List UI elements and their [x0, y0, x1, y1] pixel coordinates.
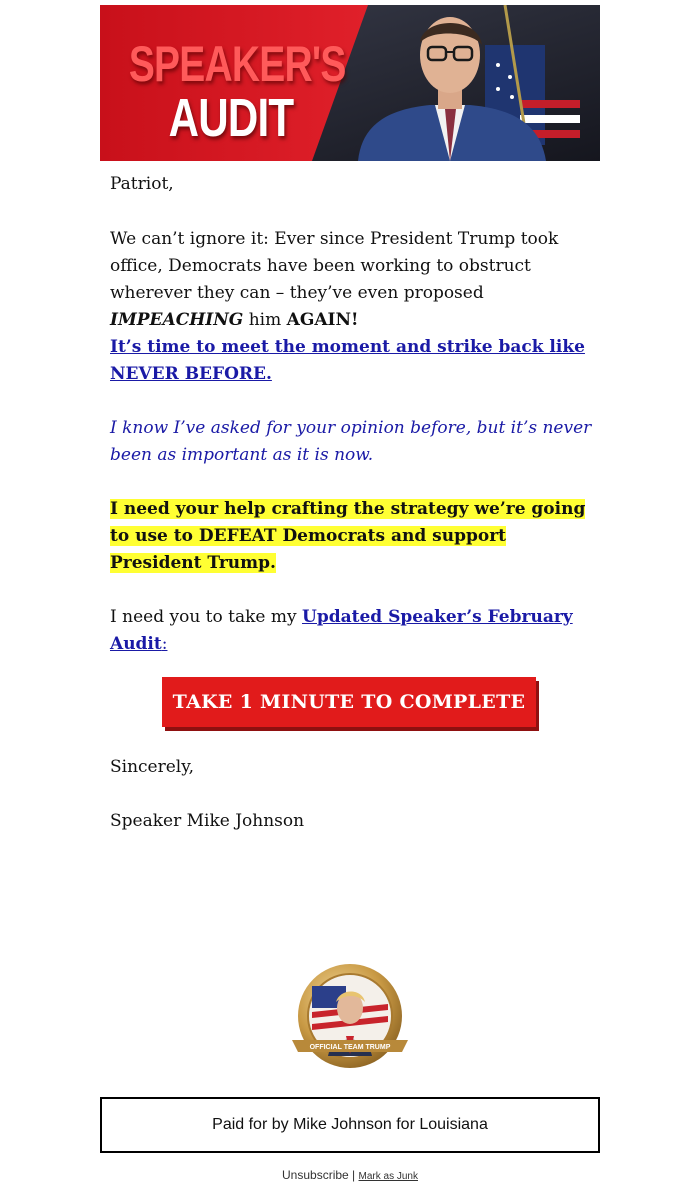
banner-title-audit: AUDIT	[168, 88, 294, 148]
seal-icon	[290, 964, 410, 1074]
paid-for-disclaimer	[100, 1097, 600, 1153]
audit-link-colon[interactable]: :	[161, 634, 168, 654]
mark-as-junk-link[interactable]: Mark as Junk	[358, 1171, 418, 1182]
opinion-paragraph: I know I’ve asked for your opinion before, but it’s never been as important as it is now.	[110, 418, 592, 465]
take-survey-button[interactable]: TAKE 1 MINUTE TO COMPLETE	[162, 677, 536, 727]
signoff: Sincerely,	[110, 757, 194, 777]
audit-link[interactable]: Updated Speaker’s February Audit	[110, 607, 573, 654]
help-paragraph	[110, 496, 596, 577]
again-text: AGAIN!	[286, 310, 359, 330]
impeaching-text: IMPEACHING	[110, 310, 244, 330]
take-audit-text: I need you to take my	[110, 607, 302, 627]
intro-paragraph	[110, 226, 596, 334]
strike-back-paragraph	[110, 334, 596, 388]
greeting: Patriot,	[110, 174, 174, 194]
take-audit-paragraph	[110, 604, 596, 658]
signature: Speaker Mike Johnson	[110, 811, 305, 831]
header-banner	[100, 5, 600, 161]
seal-text: OFFICIAL TEAM TRUMP	[309, 1044, 391, 1051]
official-team-trump-seal	[290, 964, 410, 1074]
strike-back-link[interactable]: It’s time to meet the moment and strike back like NEVER BEFORE.	[110, 337, 585, 384]
paid-for-text: Paid for by Mike Johnson for Louisiana	[212, 1116, 488, 1133]
help-highlight: I need your help crafting the strategy we’re going to use to DEFEAT Democrats and support President Trump.	[110, 499, 586, 573]
intro-text-2: him	[243, 310, 287, 330]
footer-links	[0, 1168, 700, 1182]
unsubscribe-link[interactable]: Unsubscribe	[282, 1168, 349, 1182]
banner-title-speakers: SPEAKER'S	[128, 36, 346, 92]
footer-separator: |	[348, 1168, 359, 1182]
intro-text: We can’t ignore it: Ever since President Trump took office, Democrats have been working to obstruct wherever they can – they’ve even proposed	[110, 229, 559, 303]
